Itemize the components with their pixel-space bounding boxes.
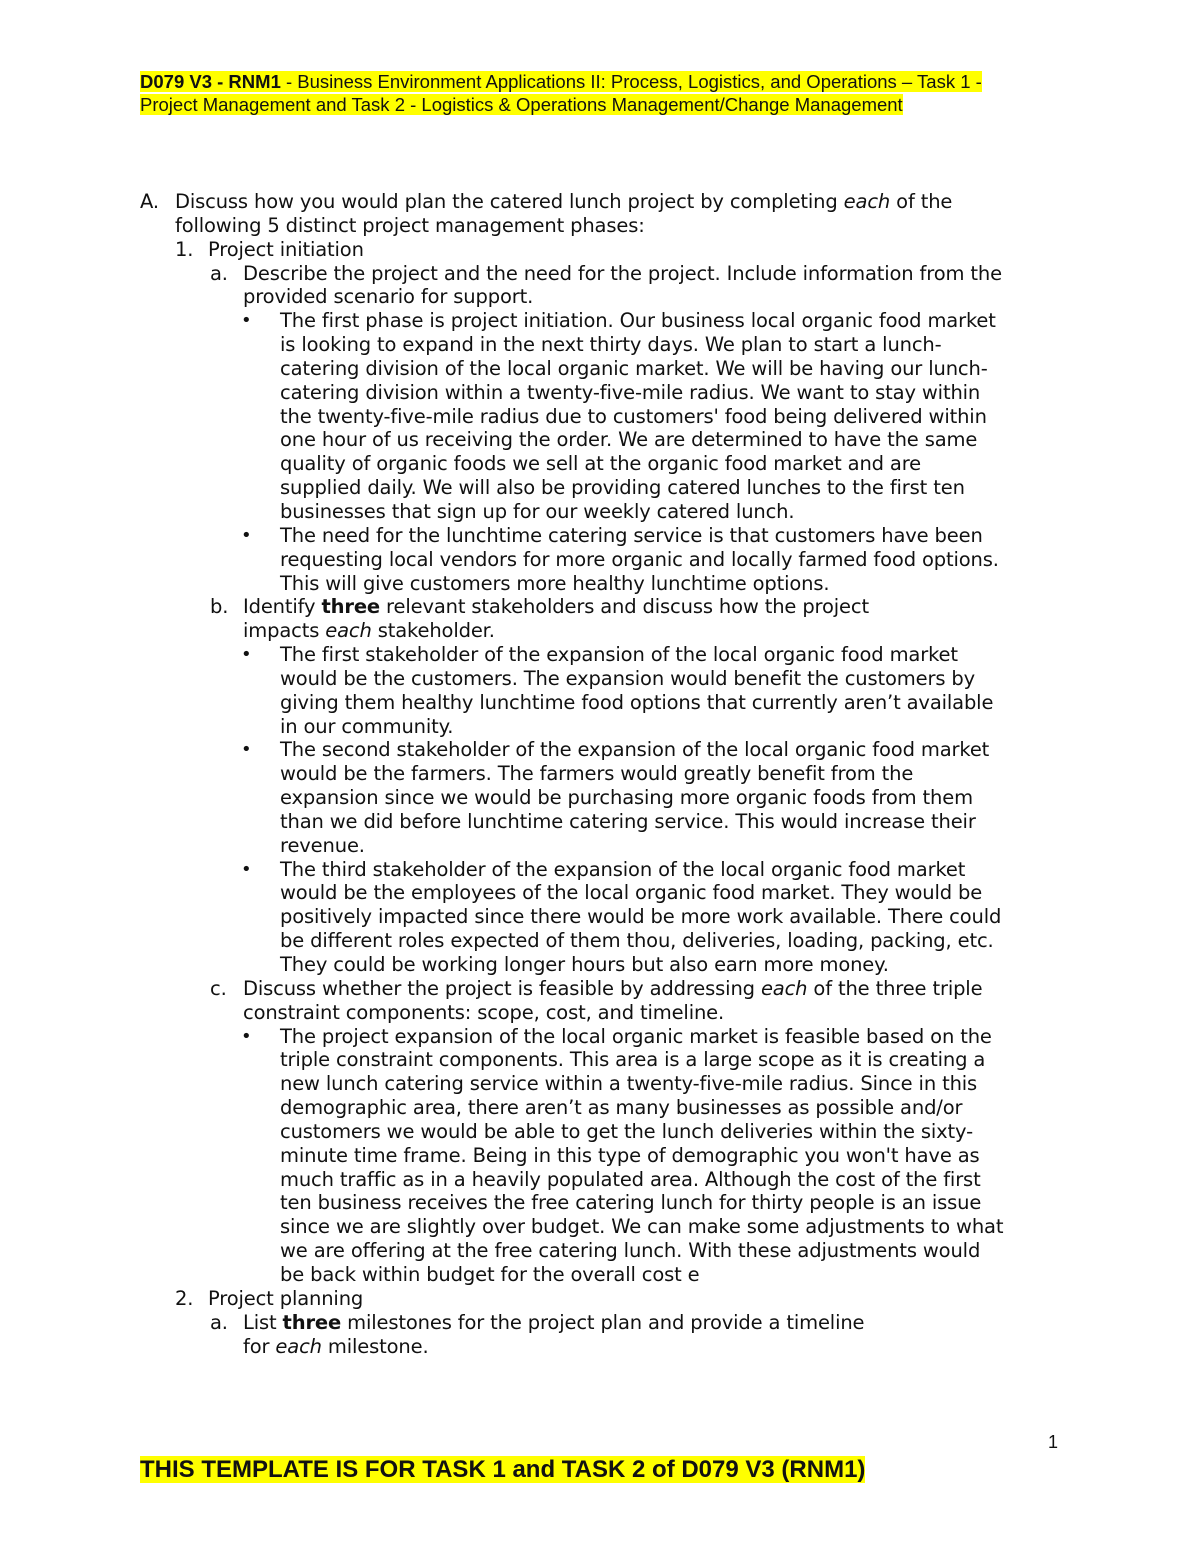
- bullet-paragraph: • The second stakeholder of the expansion of the local organic food market would be the farmers. The farmers would greatly benefit from the expansion since we would be purchasing more organic foods from them than we did before lunchtime catering service. This would increase their revenue.: [241, 738, 990, 857]
- header-title-part1: - Business Environment Applications II: Process, Logistics, and Operations – Task 1 -: [280, 71, 982, 92]
- document-body: [140, 190, 1070, 1358]
- bullet-paragraph: • The first phase is project initiation. Our business local organic food market is looking to expand in the next thirty days. We plan to start a lunch- catering division of the local organic market. We will be having our lunch- catering division within a twenty-five-mile radius. We want to stay within the twenty-five-mile radius due to customers' food being delivered within one hour of us receiving the order. We are determined to have the same quality of organic foods we sell at the organic food market and are supplied daily. We will also be providing catered lunches to the first ten businesses that sign up for our weekly catered lunch.: [241, 309, 996, 523]
- page-number: 1: [1048, 1432, 1059, 1452]
- list-marker: a.: [210, 1310, 228, 1334]
- phase2-title: 2. Project planning: [175, 1286, 364, 1310]
- header-title-part2: Project Management and Task 2 - Logistics & Operations Management/Change Management: [140, 94, 903, 115]
- template-footer: [140, 1455, 865, 1485]
- bullet-icon: •: [241, 524, 252, 546]
- phase1-a-prompt: a. Describe the project and the need for the project. Include information from the: [210, 261, 1002, 285]
- phase1-c-prompt: c. Discuss whether the project is feasible by addressing each of the three triple: [210, 976, 983, 1000]
- bullet-paragraph: • The project expansion of the local organic market is feasible based on the triple constraint components. This area is a large scope as it is creating a new lunch catering service within a twenty-five-mile radius. Since in this demographic area, there aren’t as many businesses as possible and/or customers we would be able to get the lunch deliveries within the sixty- minute time frame. Being in this type of demographic you won't have as much traffic as in a heavily populated area. Although the cost of the first ten business receives the free catering lunch for thirty people is an issue since we are slightly over budget. We can make some adjustments to what we are offering at the free catering lunch. With these adjustments would be back within budget for the overall cost e: [241, 1024, 1004, 1286]
- header-line-1: [140, 70, 1060, 93]
- list-marker: A.: [140, 190, 159, 213]
- course-code: D079 V3 - RNM1: [140, 71, 281, 92]
- phase1-c-prompt-cont: constraint components: scope, cost, and timeline.: [243, 1000, 725, 1024]
- list-marker: 2.: [175, 1286, 194, 1310]
- section-a-prompt: A. Discuss how you would plan the catered lunch project by completing each of the: [140, 190, 953, 213]
- bullet-icon: •: [241, 858, 252, 880]
- phase1-b-prompt-cont: impacts each stakeholder.: [243, 619, 495, 643]
- document-header: [140, 70, 1060, 116]
- list-marker: c.: [210, 976, 227, 1000]
- phase1-a-prompt-cont: provided scenario for support.: [243, 285, 534, 309]
- bullet-icon: •: [241, 1025, 252, 1047]
- header-line-2: [140, 93, 1060, 116]
- phase2-a-prompt: a. List three milestones for the project plan and provide a timeline: [210, 1310, 865, 1334]
- phase2-a-prompt-cont: for each milestone.: [243, 1334, 429, 1358]
- bullet-icon: •: [241, 644, 252, 666]
- phase1-b-prompt: b. Identify three relevant stakeholders and discuss how the project: [210, 595, 869, 619]
- list-marker: a.: [210, 261, 228, 285]
- section-a-prompt-cont: following 5 distinct project management phases:: [175, 213, 645, 237]
- list-marker: b.: [210, 595, 229, 619]
- bullet-paragraph: • The first stakeholder of the expansion of the local organic food market would be the customers. The expansion would benefit the customers by giving them healthy lunchtime food options that currently aren’t available in our community.: [241, 643, 994, 738]
- bullet-icon: •: [241, 310, 252, 332]
- list-marker: 1.: [175, 237, 194, 261]
- footer-text: THIS TEMPLATE IS FOR TASK 1 and TASK 2 of D079 V3 (RNM1): [140, 1456, 866, 1483]
- bullet-paragraph: • The need for the lunchtime catering service is that customers have been requesting local vendors for more organic and locally farmed food options. This will give customers more healthy lunchtime options.: [241, 523, 999, 595]
- bullet-paragraph: • The third stakeholder of the expansion of the local organic food market would be the employees of the local organic food market. They would be positively impacted since there would be more work available. There could be different roles expected of them thou, deliveries, loading, packing, etc. They could be working longer hours but also earn more money.: [241, 857, 1002, 976]
- bullet-icon: •: [241, 739, 252, 761]
- phase1-title: 1. Project initiation: [175, 237, 364, 261]
